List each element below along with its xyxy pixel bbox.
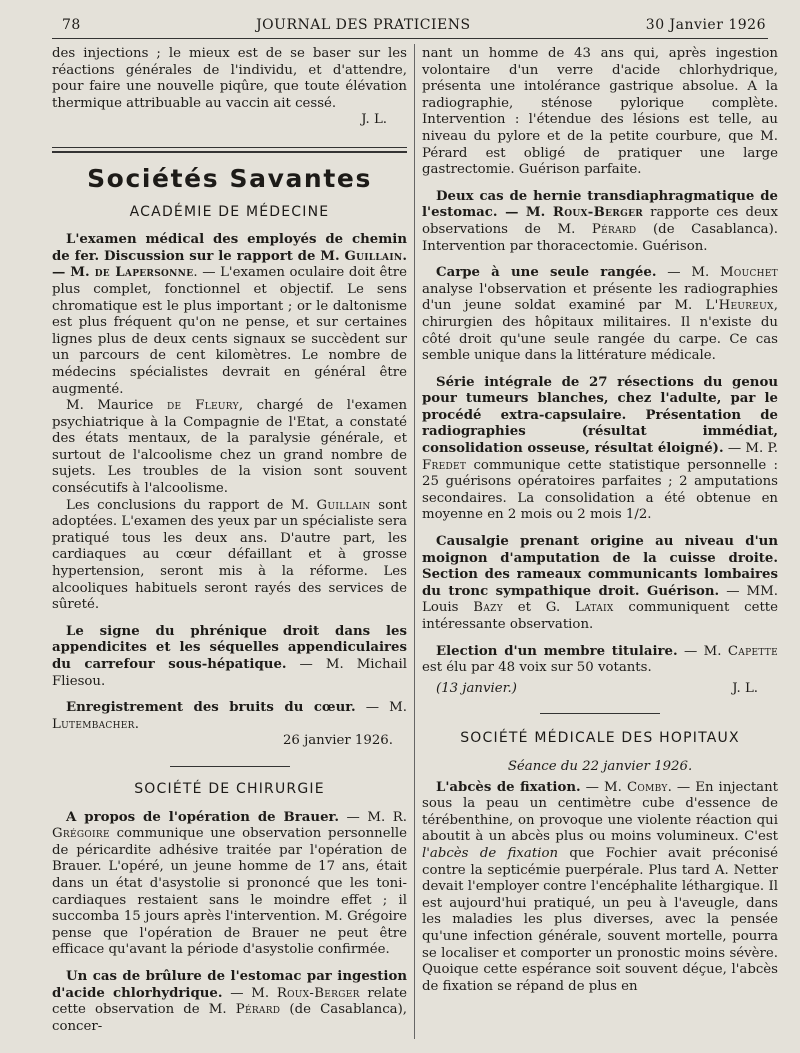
article-carpe: Carpe à une seule rangée. — M. Mouchet analyse l'observation et présente les radiographies d'un jeune soldat examiné par M. L'Heureux, chirurgien des hôpitaux militaires. Il n'existe du côté droit qu'une seule rangée du carpe. Ce cas semble unique dans la littérature médicale.	[422, 265, 778, 364]
academie-heading: ACADÉMIE DE MÉDECINE	[129, 203, 330, 220]
journal-title: JOURNAL DES PRATICIENS	[256, 17, 471, 33]
intro-paragraph: des injections ; le mieux est de se baser sur les réactions générales de l'individu, et d'attendre, pour faire une nouvelle piqûre, que toute élévation thermique attribuable au vaccin ait cessé.	[52, 46, 407, 111]
continued-paragraph: nant un homme de 43 ans qui, après ingestion volontaire d'un verre d'acide chlorhydrique, présenta une intolérance gastrique absolue. A la radiographie, sténose pylorique complète. Intervention : l'étendue des lésions est telle, au niveau du pylore et de la petite courbure, que M. Pérard est obligé de pratiquer une large gastrectomie. Guérison parfaite.	[422, 46, 778, 178]
article-hernie: Deux cas de hernie transdiaphragmatique de l'estomac. — M. Roux-Berger rapporte ces deux observations de M. Pérard (de Casablanca). Intervention par thoracectomie. Guérison.	[422, 188, 779, 254]
article-title: Causalgie prenant origine au niveau d'un moignon d'amputation de la cuisse droite. Section des rameaux communicants lombaires du tronc sympathique droit. Guérison.	[422, 534, 778, 599]
article-employes: L'examen médical des employés de chemin de fer. Discussion sur le rapport de M. Guillain. — M. de Lapersonne. — L'examen oculaire doit être plus complet, fonctionnel et objectif. Le sens chromatique est le plus important ; or le daltonisme est plus fréquent qu'on ne pense, et sur certaines lignes plus de deux cents signaux se succèdent sur un parcours de cent kilomètres. Le nombre de médecins spécialistes devrait en général être augmenté.	[52, 232, 407, 397]
section-rule	[52, 147, 407, 153]
article-title: Election d'un membre titulaire.	[436, 643, 678, 659]
article-title: Le signe du phrénique droit dans les appendicites et les séquelles appendiculaires du carrefour sous-hépatique.	[52, 623, 407, 672]
article-brauer: A propos de l'opération de Brauer. — M. R. Grégoire communique une observation personnelle de péricardite adhésive traitée par l'opération de Brauer. L'opéré, un jeune homme de 17 ans, était dans un état d'asystolie si prononcé que les toni-cardiaques restaient sans le moindre effet ; il succomba 15 jours après l'intervention. M. Grégoire pense que l'opération de Brauer ne peut être efficace qu'avant la période d'asystolie confirmée.	[52, 809, 407, 958]
article-title: L'examen médical des employés de chemin de fer. Discussion sur le rapport de M. Guillain. — M. de Lapersonne	[52, 232, 407, 281]
article-abces-fixation: L'abcès de fixation. — M. Comby. — En injectant sous la peau un centimètre cube d'essence de térébenthine, on provoque une violente réaction qui aboutit à un abcès plus ou moins volumineux. C'est l'abcès de fixation que Fochier avait préconisé contre la septicémie puerpérale. Plus tard A. Netter devait l'employer contre l'encéphalite léthargique. Il est aujourd'hui pratiqué, un peu à l'aveugle, dans les maladies les plus diverses, avec la pensée qu'une infection générale, souvent mortelle, pourra se localiser et comporter un pronostic moins sévère. Quoique cette espérance soit souvent déçue, l'abcès de fixation se répand de plus en	[422, 779, 778, 994]
article-resections-genou: Série intégrale de 27 résections du genou pour tumeurs blanches, chez l'adulte, par le procédé extra-capsulaire. Présentation de radiographies (résultat immédiat, consolidation osseuse, résultat éloigné). — M. P. Fredet communique cette statistique personnelle : 25 guérisons opératoires parfaites ; 2 amputations secondaires. La consolidation a été obtenue en moyenne en 2 mois ou 2 mois 1/2.	[422, 374, 778, 523]
article-paragraph: Les conclusions du rapport de M. Guillain sont adoptées. L'examen des yeux par un spécialiste sera pratiqué tous les deux ans. D'autre part, les cardiaques au cœur défaillant et à grosse hypertension, seront mis à la réforme. Les alcooliques habituels seront rayés des services de sûreté.	[52, 497, 407, 613]
hopitaux-heading: SOCIÉTÉ MÉDICALE DES HOPITAUX	[460, 730, 740, 747]
column-divider	[414, 44, 415, 1039]
article-paragraph: M. Maurice de Fleury, chargé de l'examen psychiatrique à la Compagnie de l'Etat, a constaté des états mentaux, de la paralysie générale, et surtout de l'alcoolisme chez un grand nombre de sujets. Les troubles de la vision sont souvent consécutifs à l'alcoolisme.	[52, 398, 408, 497]
signature: J. L.	[732, 680, 758, 696]
issue-date: 30 Janvier 1926	[645, 17, 766, 33]
article-title: L'abcès de fixation.	[436, 779, 581, 795]
article-bruits-coeur: Enregistrement des bruits du cœur. — M. Lutembacher.	[52, 700, 407, 732]
session-date: (13 janvier.)	[436, 680, 517, 696]
right-column	[422, 46, 778, 995]
article-title: Deux cas de hernie transdiaphragmatique de l'estomac. — M. Roux-Berger	[422, 188, 778, 221]
article-title: A propos de l'opération de Brauer.	[66, 809, 339, 825]
chirurgie-heading: SOCIÉTÉ DE CHIRURGIE	[134, 780, 325, 797]
article-phrenique: Le signe du phrénique droit dans les appendicites et les séquelles appendiculaires du carrefour sous-hépatique. — M. Michail Fliesou.	[52, 623, 408, 689]
section-title: Sociétés Savantes	[87, 163, 372, 193]
article-election: Election d'un membre titulaire. — M. Capette est élu par 48 voix sur 50 votants.	[422, 643, 778, 676]
article-title: Carpe à une seule rangée.	[436, 265, 657, 281]
article-title: Série intégrale de 27 résections du genou pour tumeurs blanches, chez l'adulte, par le procédé extra-capsulaire. Présentation de radiographies (résultat immédiat, consolidation osseuse, résultat éloigné).	[422, 374, 778, 457]
article-causalgie: Causalgie prenant origine au niveau d'un moignon d'amputation de la cuisse droite. Section des rameaux communicants lombaires du tronc sympathique droit. Guérison. — MM. Louis Bazy et G. Lataix communiquent cette intéressante observation.	[422, 534, 778, 632]
academie-date: 26 janvier 1926.	[282, 733, 393, 749]
divider-rule	[540, 713, 660, 714]
left-column	[52, 46, 407, 1035]
date-signature-row	[436, 681, 758, 698]
article-title: Enregistrement des bruits du cœur.	[66, 700, 356, 716]
intro-signature: J. L.	[361, 112, 387, 128]
divider-rule	[170, 766, 290, 767]
seance-date: Séance du 22 janvier 1926.	[507, 758, 693, 774]
header-rule	[52, 38, 768, 39]
article-brulure-estomac: Un cas de brûlure de l'estomac par ingestion d'acide chlorhydrique. — M. Roux-Berger relate cette observation de M. Pérard (de Casablanca), concer-	[52, 968, 407, 1034]
running-header	[62, 14, 766, 36]
article-title: Un cas de brûlure de l'estomac par ingestion d'acide chlorhydrique.	[52, 968, 407, 1001]
page-number: 78	[62, 17, 81, 33]
